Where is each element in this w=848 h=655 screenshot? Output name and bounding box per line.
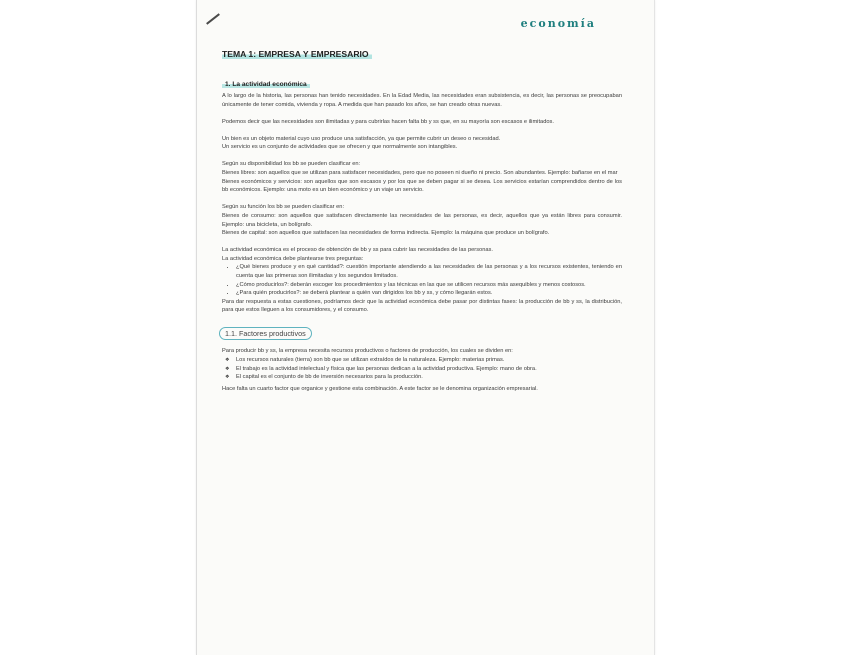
paragraph-activity-definition: La actividad económica es el proceso de obtención de bb y ss para cubrir las necesidades de las personas.	[222, 247, 493, 254]
list-item: ❖ El capital es el conjunto de bb de inversión necesarios para la producción.	[236, 373, 622, 382]
paragraph-availability-intro: Según su disponibilidad los bb se pueden clasificar en:	[222, 161, 361, 168]
paragraph-function-intro: Según su función los bb se pueden clasificar en:	[222, 204, 345, 211]
paragraph-bienes-consumo: Bienes de consumo: son aquellos que satisfacen directamente las necesidades de las personas, es decir, aquellos que ya están libres para consumir. Ejemplo: una bicicleta, un bolígrafo.	[222, 212, 622, 228]
questions-list	[222, 263, 622, 297]
factors-list	[222, 356, 622, 382]
paragraph-organization: Hace falta un cuarto factor que organice y gestione esta combinación. A este factor se le denomina organización empresarial.	[222, 385, 538, 392]
paragraph-servicio-definition: Un servicio es un conjunto de actividades que se ofrecen y que normalmente son intangibles.	[222, 144, 458, 151]
brand-label: economía	[520, 17, 596, 30]
list-item: ❖ Los recursos naturales (tierra) son bb que se utilizan extraídos de la naturaleza. Ejemplo: materias primas.	[236, 356, 622, 365]
paragraph-needs: Podemos decir que las necesidades son ilimitadas y para cubrirlas hacen falta bb y ss que, en su mayoría son escasos e ilimitados.	[222, 118, 554, 125]
paragraph-phases: Para dar respuesta a estas cuestiones, podríamos decir que la actividad económica debe pasar por distintas fases: la producción de bb y ss, la distribución, para que estos lleguen a los consumidores, y el consumo.	[222, 298, 622, 314]
list-item: • ¿Cómo producirlos?: deberán escoger los procedimientos y las técnicas en las que se utilicen recursos más asequibles y menos costosos.	[236, 281, 622, 290]
paragraph-bienes-libres: Bienes libres: son aquellos que se utilizan para satisfacer necesidades, pero que no poseen ni dueño ni precio. Son abundantes. Ejemplo: bañarse en el mar	[222, 170, 618, 177]
list-item: • ¿Qué bienes produce y en qué cantidad?: cuestión importante atendiendo a las necesidades de las personas y a los recursos existentes, teniendo en cuenta que las primeras son ilimitadas y los segundos limitados.	[236, 263, 622, 280]
paragraph-bienes-capital: Bienes de capital: son aquellos que satisfacen las necesidades de forma indirecta. Ejemplo: la máquina que produce un bolígrafo.	[222, 230, 550, 237]
paragraph-questions-intro: La actividad económica debe plantearse tres preguntas:	[222, 255, 364, 262]
subsection-heading: 1.1. Factores productivos	[219, 327, 312, 340]
page-title: TEMA 1: EMPRESA Y EMPRESARIO	[222, 49, 372, 59]
page-content	[222, 44, 622, 402]
document-page	[196, 0, 655, 655]
paragraph-intro: A lo largo de la historia, las personas han tenido necesidades. En la Edad Media, las necesidades eran subsistencia, es decir, las personas se preocupaban únicamente de tener comida, vivienda y ropa. A medida que han pasado los años, se han creado otras nuevas.	[222, 93, 622, 108]
section-heading: 1. La actividad económica	[222, 81, 310, 88]
list-item: ❖ El trabajo es la actividad intelectual y física que las personas dedican a la actividad productiva. Ejemplo: mano de obra.	[236, 365, 622, 374]
paragraph-bien-definition: Un bien es un objeto material cuyo uso produce una satisfacción, ya que permite cubrir un deseo o necesidad.	[222, 135, 501, 142]
paragraph-factors-intro: Para producir bb y ss, la empresa necesita recursos productivos o factores de producción, los cuales se dividen en:	[222, 348, 513, 355]
list-item: • ¿Para quién producirlos?: se deberá plantear a quién van dirigidos los bb y ss, y cómo llegarán estos.	[236, 289, 622, 298]
pen-mark	[206, 13, 220, 24]
paragraph-bienes-economicos: Bienes económicos y servicios: son aquellos que son escasos y por los que se deben pagar si se desea. Los servicios estarían comprendidos dentro de los bb económicos. Ejemplo: una moto es un bien económico y un viaje un servicio.	[222, 178, 622, 194]
